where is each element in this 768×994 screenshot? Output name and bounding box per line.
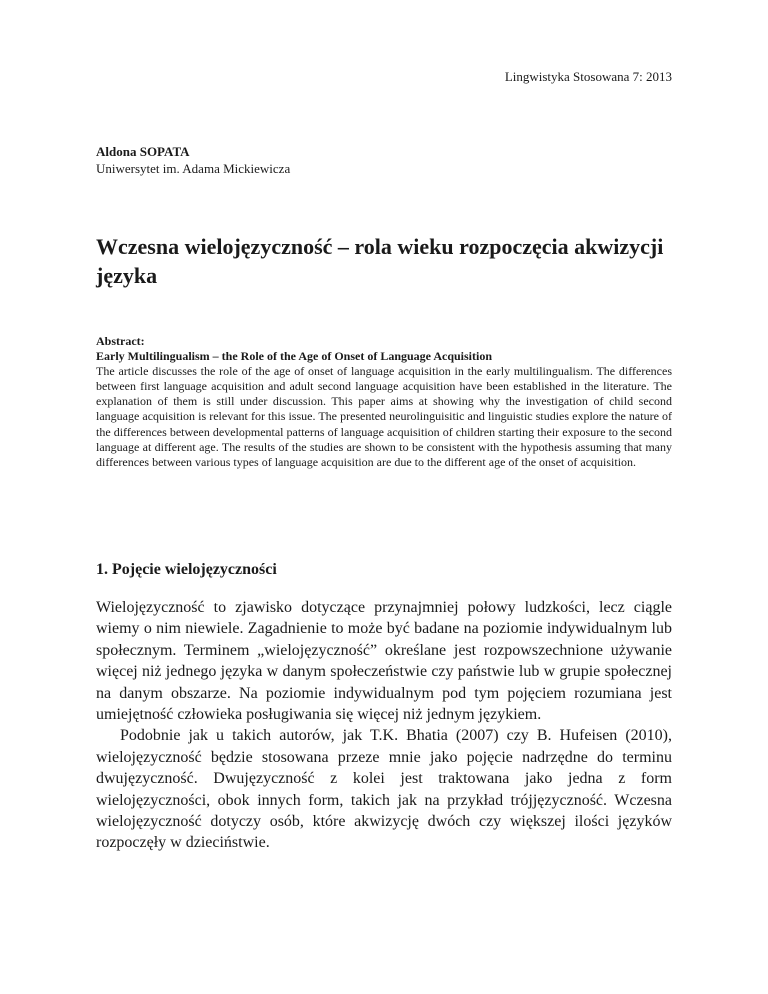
author-name: Aldona SOPATA <box>96 144 190 159</box>
paragraph: Podobnie jak u takich autorów, jak T.K. Bhatia (2007) czy B. Hufeisen (2010), wielojęzyczność będzie stosowana przeze mnie jako pojęcie nadrzędne do terminu dwujęzyczność. Dwujęzyczność z kolei jest traktowana jako jedna z form wielojęzyczności, obok innych form, takich jak na przykład trójjęzyczność. Wczesna wielojęzyczność dotyczy osób, które akwizycję dwóch czy większej ilości języków rozpoczęły w dzieciństwie. <box>96 727 672 852</box>
author-block <box>96 143 676 177</box>
abstract-body: The article discusses the role of the age of onset of language acquisition in the early multilingualism. The differences between first language acquisition and adult second language acquisition have been established in the literature. The explanation of them is still under discussion. This paper aims at showing why the investigation of child second language acquisition is relevant for this issue. The presented neurolinguisitic and linguistic studies explore the nature of the differences between developmental patterns of language acquisition of children starting their exposure to the second language at different age. The results of the studies are shown to be consistent with the hypothesis assuming that many differences between various types of language acquisition are due to the different age of the onset of acquisition. <box>96 364 672 469</box>
journal-header: Lingwistyka Stosowana 7: 2013 <box>504 69 672 84</box>
section-body <box>96 597 672 854</box>
author-affiliation: Uniwersytet im. Adama Mickiewicza <box>96 161 291 176</box>
abstract-block <box>96 334 672 470</box>
paragraph: Wielojęzyczność to zjawisko dotyczące przynajmniej połowy ludzkości, lecz ciągle wiemy o nim niewiele. Zagadnienie to może być badane na poziomie indywidualnym lub społecznym. Terminem „wielojęzyczność” określane jest rozpowszechnione używanie więcej niż jednego języka w danym społeczeństwie czy państwie lub w grupie społecznej na danym obszarze. Na poziomie indywidualnym pod tym pojęciem rozumiana jest umiejętność człowieka posługiwania się więcej niż jednym językiem. <box>96 599 672 724</box>
abstract-title: Early Multilingualism – the Role of the Age of Onset of Language Acquisition <box>96 349 493 364</box>
section-heading: 1. Pojęcie wielojęzyczności <box>96 561 277 578</box>
article-title: Wczesna wielojęzyczność – rola wieku rozpoczęcia akwizycji języka <box>96 234 664 288</box>
abstract-label: Abstract: <box>96 334 145 348</box>
